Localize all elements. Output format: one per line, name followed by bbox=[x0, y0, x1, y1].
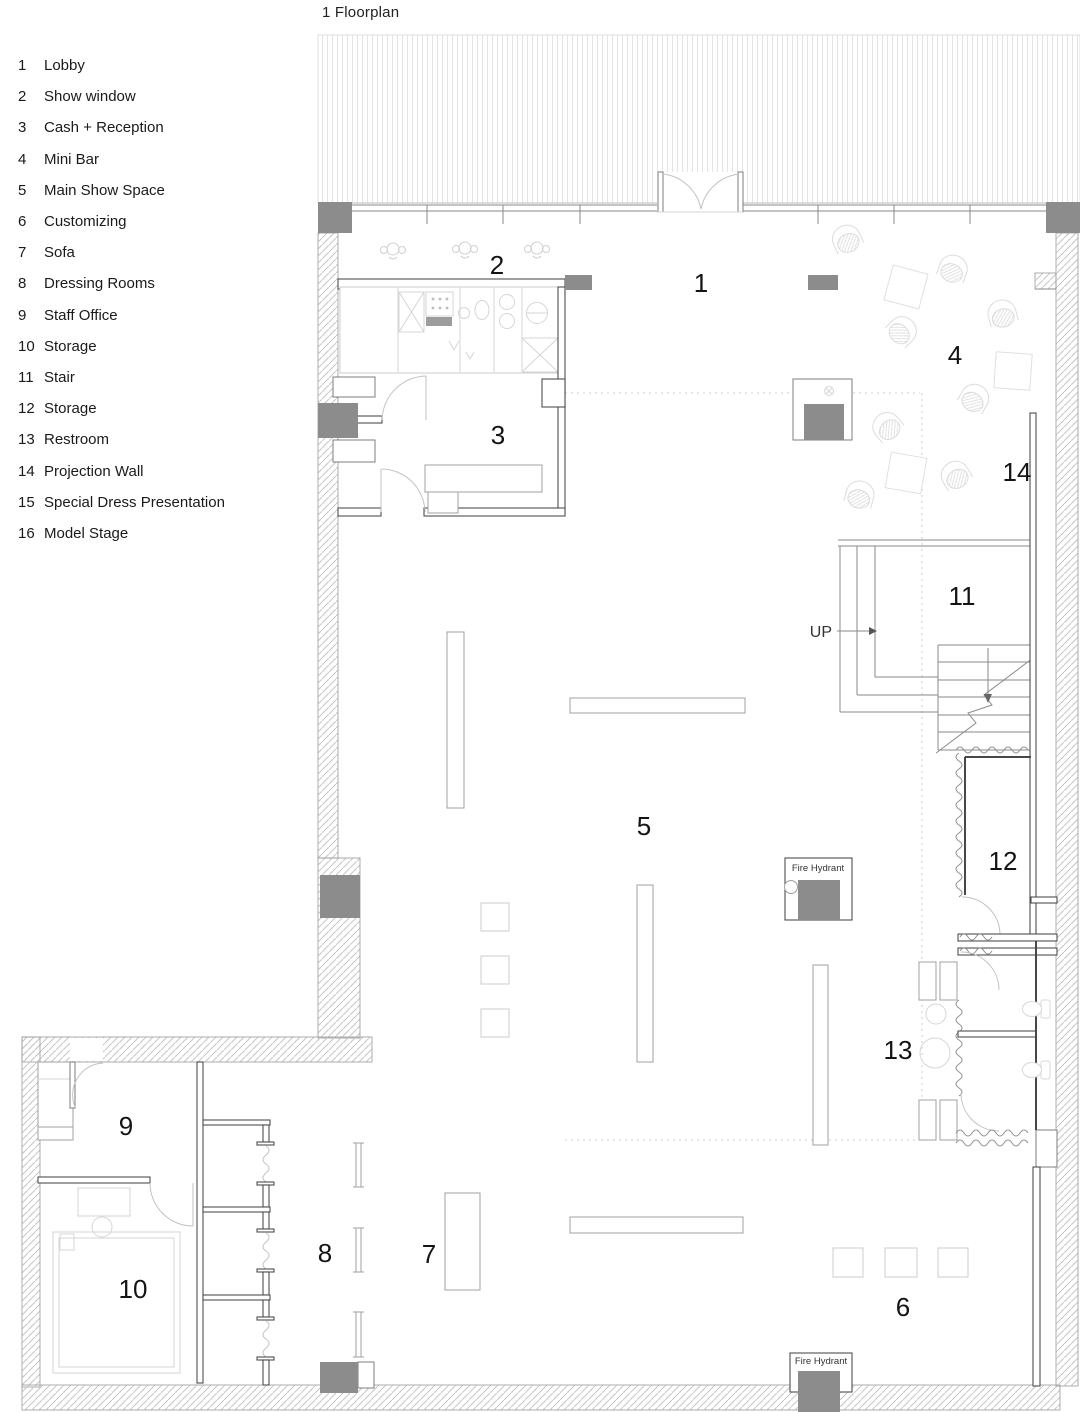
toilet-icon bbox=[1023, 1061, 1051, 1079]
door-arc bbox=[381, 469, 425, 512]
room-label-1: 1 bbox=[693, 268, 709, 298]
column bbox=[320, 875, 360, 918]
display-deco-icon bbox=[381, 243, 406, 259]
legend-num: 14 bbox=[18, 462, 35, 480]
door-arc bbox=[150, 1183, 193, 1226]
minibar-furniture bbox=[793, 221, 1032, 512]
toilet-icon bbox=[1023, 1000, 1051, 1018]
reception-desk-return bbox=[428, 492, 458, 513]
legend-label: Dressing Rooms bbox=[44, 275, 155, 293]
equipment-block bbox=[804, 404, 844, 440]
legend-label: Stair bbox=[44, 368, 75, 386]
reception-desk bbox=[425, 465, 542, 492]
door-arc bbox=[962, 897, 1000, 934]
wall-pier bbox=[808, 275, 838, 290]
legend-label: Projection Wall bbox=[44, 462, 144, 480]
hydrant-block bbox=[798, 1371, 840, 1412]
down-arrow-icon bbox=[984, 694, 992, 703]
legend-label: Customizing bbox=[44, 213, 127, 231]
desk bbox=[78, 1188, 130, 1216]
stair-break-line bbox=[936, 658, 1033, 753]
door-arc bbox=[961, 1093, 999, 1131]
door-arc bbox=[73, 1063, 103, 1107]
display-deco-icon bbox=[453, 242, 478, 258]
sink-icon bbox=[926, 1004, 946, 1024]
door-arc bbox=[382, 376, 426, 420]
stair bbox=[837, 540, 1033, 753]
dressing-stalls bbox=[197, 1062, 274, 1385]
legend-label: Main Show Space bbox=[44, 181, 165, 199]
closet bbox=[38, 1062, 73, 1127]
curtain bbox=[263, 1321, 269, 1357]
room-label-9: 9 bbox=[118, 1111, 134, 1141]
column bbox=[1046, 202, 1080, 233]
room-label-4: 4 bbox=[947, 340, 963, 370]
legend-num: 16 bbox=[18, 524, 35, 542]
column bbox=[320, 1362, 358, 1393]
room-label-11: 11 bbox=[948, 581, 976, 611]
legend-num: 6 bbox=[18, 213, 27, 231]
legend-label: Lobby bbox=[44, 57, 85, 75]
legend-num: 2 bbox=[18, 88, 27, 106]
fire-hydrant-label: Fire Hydrant bbox=[791, 863, 845, 874]
wall-pier bbox=[565, 275, 592, 290]
wall-notch bbox=[1036, 1130, 1057, 1167]
room-label-14: 14 bbox=[1002, 457, 1032, 487]
window-mullions bbox=[427, 205, 970, 224]
room-label-10: 10 bbox=[118, 1274, 148, 1304]
curtain bbox=[263, 1146, 269, 1182]
chair-icon bbox=[92, 1217, 112, 1237]
projection-wall bbox=[1030, 413, 1036, 940]
legend-num: 15 bbox=[18, 493, 35, 511]
shelving bbox=[53, 1232, 180, 1373]
room-label-5: 5 bbox=[636, 811, 652, 841]
hydrant-block bbox=[798, 880, 840, 920]
entrance-door bbox=[657, 172, 744, 212]
door-gap bbox=[70, 1038, 103, 1061]
up-label: UP bbox=[809, 624, 832, 641]
door-arc bbox=[961, 952, 999, 990]
legend-num: 3 bbox=[18, 119, 27, 137]
legend-num: 5 bbox=[18, 181, 27, 199]
legend-label: Cash + Reception bbox=[44, 119, 164, 137]
legend-label: Model Stage bbox=[44, 524, 129, 542]
up-arrow-icon bbox=[869, 627, 877, 635]
legend-label: Sofa bbox=[44, 244, 75, 262]
display-fixtures bbox=[353, 632, 968, 1357]
fire-hydrant-label: Fire Hydrant bbox=[794, 1356, 848, 1367]
legend-num: 13 bbox=[18, 431, 35, 449]
display-deco-icon bbox=[525, 242, 550, 258]
show-window-room bbox=[338, 242, 565, 289]
legend-label: Mini Bar bbox=[44, 150, 100, 168]
legend-label: Storage bbox=[44, 400, 97, 418]
room-label-7: 7 bbox=[421, 1239, 437, 1269]
room-label-3: 3 bbox=[490, 420, 506, 450]
legend-num: 1 bbox=[18, 57, 27, 75]
sofa bbox=[445, 1193, 480, 1290]
legend-label: Staff Office bbox=[44, 306, 118, 324]
column bbox=[318, 202, 352, 233]
staff-office-storage bbox=[38, 1062, 193, 1373]
room-label-12: 12 bbox=[988, 846, 1018, 876]
legend-label: Show window bbox=[44, 88, 136, 106]
legend-label: Special Dress Presentation bbox=[44, 493, 225, 511]
legend-num: 4 bbox=[18, 150, 27, 168]
legend-num: 10 bbox=[18, 337, 35, 355]
sink-icon bbox=[920, 1038, 950, 1068]
legend-num: 8 bbox=[18, 275, 27, 293]
restrooms bbox=[919, 941, 1050, 1146]
legend-label: Storage bbox=[44, 337, 97, 355]
room-label-6: 6 bbox=[895, 1292, 911, 1322]
legend-num: 12 bbox=[18, 400, 35, 418]
kitchen-counter bbox=[340, 287, 558, 373]
legend-num: 7 bbox=[18, 244, 27, 262]
customizing-tables bbox=[833, 1248, 968, 1277]
room-label-2: 2 bbox=[489, 250, 505, 280]
curtain bbox=[263, 1233, 269, 1269]
cash-reception-room bbox=[333, 287, 565, 516]
legend-num: 9 bbox=[18, 306, 27, 324]
clothes-rails bbox=[353, 1143, 364, 1357]
column bbox=[318, 403, 358, 438]
room-label-8: 8 bbox=[317, 1238, 333, 1268]
storefront-wall bbox=[352, 205, 1046, 224]
legend-label: Restroom bbox=[44, 431, 110, 449]
page-title: 1 Floorplan bbox=[322, 4, 400, 21]
room-label-13: 13 bbox=[883, 1035, 913, 1065]
legend-num: 11 bbox=[18, 368, 34, 386]
